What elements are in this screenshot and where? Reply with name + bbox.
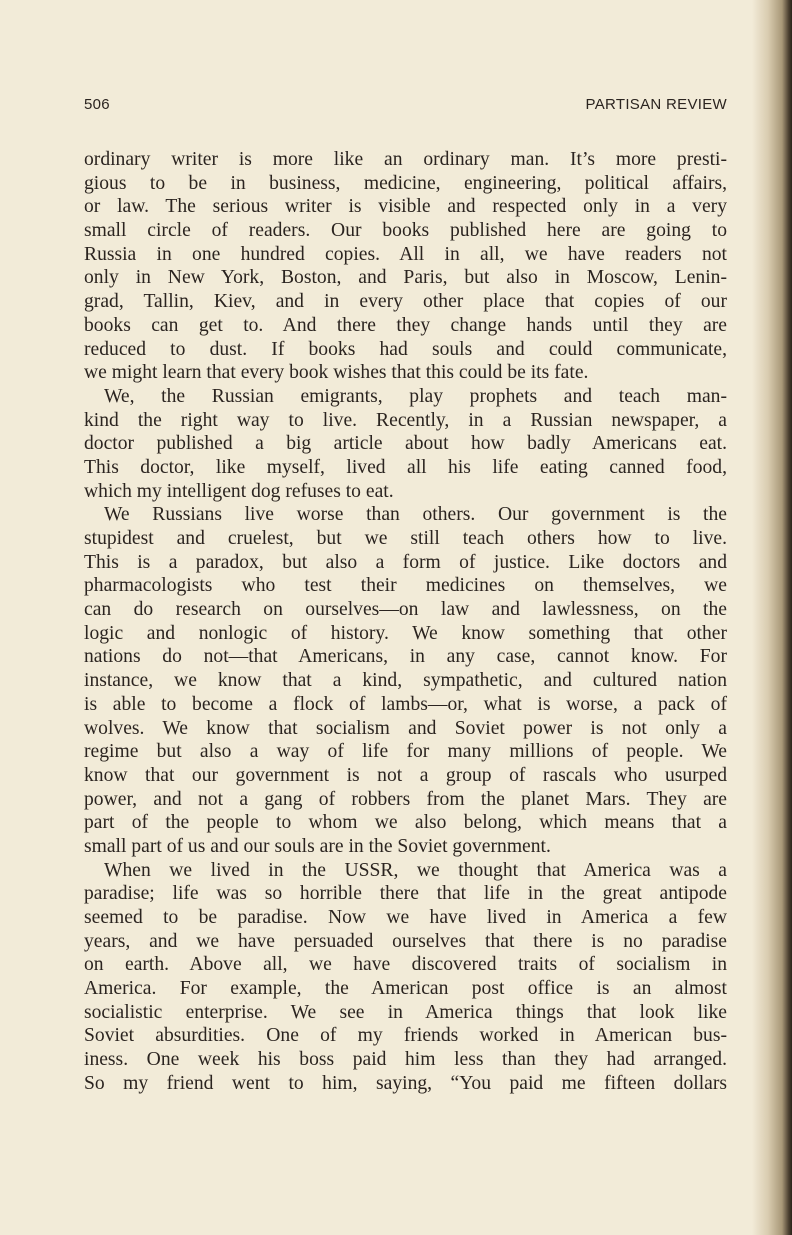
text-line: We, the Russian emigrants, play prophets and teach man- <box>104 385 727 407</box>
text-line: we might learn that every book wishes that this could be its fate. <box>84 362 589 384</box>
text-line: paradise; life was so horrible there that life in the great antipode <box>84 883 727 905</box>
text-line: on earth. Above all, we have discovered traits of socialism in <box>84 954 727 976</box>
text-line: books can get to. And there they change hands until they are <box>84 314 727 336</box>
text-line: doctor published a big article about how badly Americans eat. <box>84 433 727 455</box>
text-line: socialistic enterprise. We see in America things that look like <box>84 1001 727 1023</box>
text-line: small part of us and our souls are in the Soviet government. <box>84 835 551 857</box>
running-title: PARTISAN REVIEW <box>585 96 727 113</box>
text-line: power, and not a gang of robbers from the planet Mars. They are <box>84 788 727 810</box>
text-line: This is a paradox, but also a form of justice. Like doctors and <box>84 551 727 573</box>
text-line: Russia in one hundred copies. All in all, we have readers not <box>84 243 727 265</box>
text-line: This doctor, like myself, lived all his life eating canned food, <box>84 456 727 478</box>
text-line: or law. The serious writer is visible and respected only in a very <box>84 196 727 218</box>
text-line: kind the right way to live. Recently, in a Russian newspaper, a <box>84 409 727 431</box>
text-line: part of the people to whom we also belong, which means that a <box>84 812 727 834</box>
text-line: which my intelligent dog refuses to eat. <box>84 480 394 502</box>
text-line: know that our government is not a group of rascals who usurped <box>84 764 727 786</box>
text-line: iness. One week his boss paid him less than they had arranged. <box>84 1049 727 1071</box>
text-line: stupidest and cruelest, but we still teach others how to live. <box>84 528 727 549</box>
running-header <box>84 96 727 116</box>
text-line: nations do not—that Americans, in any case, cannot know. For <box>84 646 727 668</box>
page-number: 506 <box>84 96 110 113</box>
book-binding-shadow <box>752 0 792 1235</box>
text-line: So my friend went to him, saying, “You paid me fifteen dollars <box>84 1072 727 1094</box>
text-line: small circle of readers. Our books published here are going to <box>84 220 727 242</box>
text-line: instance, we know that a kind, sympathetic, and cultured nation <box>84 670 727 692</box>
text-line: logic and nonlogic of history. We know something that other <box>84 622 727 644</box>
text-line: seemed to be paradise. Now we have lived in America a few <box>84 907 727 928</box>
text-line: only in New York, Boston, and Paris, but also in Moscow, Lenin- <box>84 267 727 289</box>
body-text <box>84 148 727 1096</box>
text-line: America. For example, the American post office is an almost <box>84 978 727 1000</box>
text-line: grad, Tallin, Kiev, and in every other place that copies of our <box>84 291 727 313</box>
text-line: gious to be in business, medicine, engineering, political affairs, <box>84 172 727 194</box>
text-line: pharmacologists who test their medicines on themselves, we <box>84 575 727 597</box>
text-line: can do research on ourselves—on law and lawlessness, on the <box>84 599 727 621</box>
text-line: When we lived in the USSR, we thought that America was a <box>104 859 727 881</box>
text-line: Soviet absurdities. One of my friends worked in American bus- <box>84 1025 727 1047</box>
text-line: years, and we have persuaded ourselves that there is no paradise <box>84 930 727 952</box>
text-line: ordinary writer is more like an ordinary man. It’s more presti- <box>84 149 727 170</box>
text-line: wolves. We know that socialism and Soviet power is not only a <box>84 717 727 739</box>
text-line: We Russians live worse than others. Our government is the <box>104 504 727 526</box>
text-line: is able to become a flock of lambs—or, what is worse, a pack of <box>84 693 727 715</box>
text-line: reduced to dust. If books had souls and could communicate, <box>84 338 727 360</box>
text-line: regime but also a way of life for many millions of people. We <box>84 741 727 763</box>
